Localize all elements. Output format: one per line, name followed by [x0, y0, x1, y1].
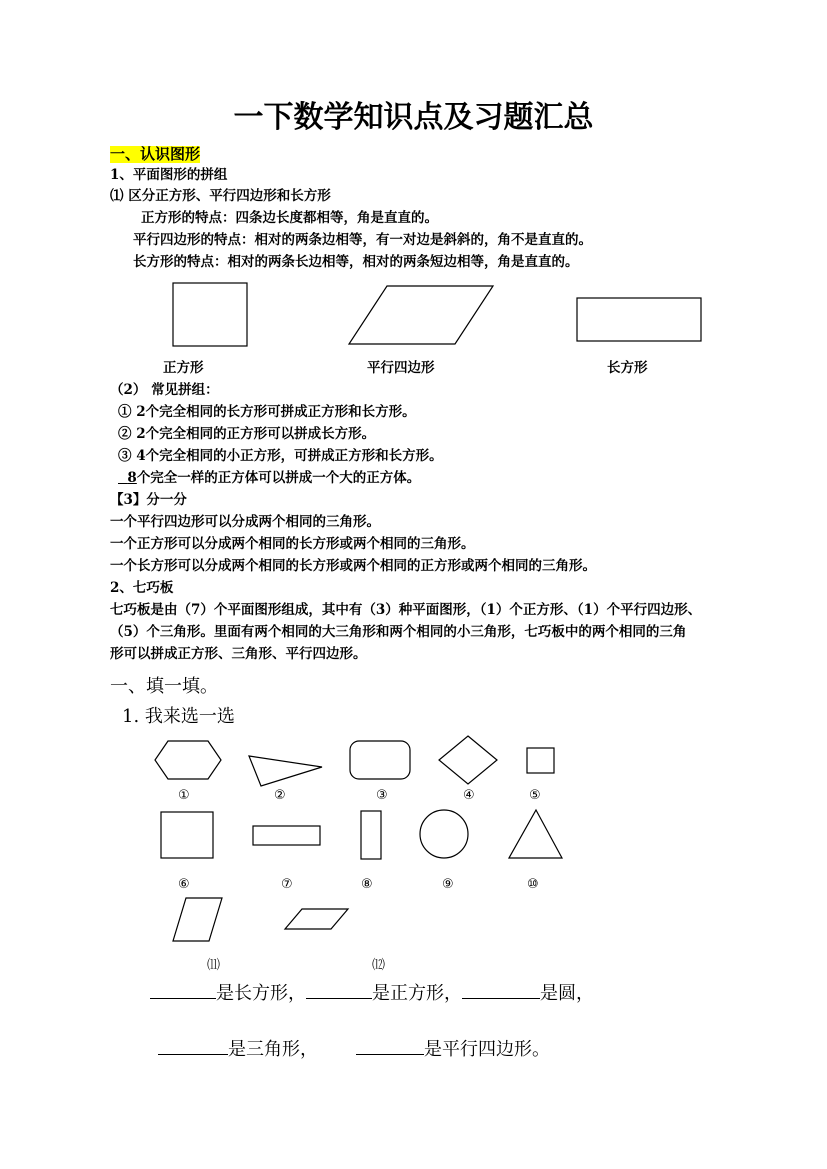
shape-3-rounded-rectangle — [350, 741, 410, 779]
parallelogram-figure — [349, 286, 493, 344]
shape-11-parallelogram — [173, 898, 222, 941]
subheading-tangram: 2、七巧板 — [110, 580, 174, 596]
rectangle-answer-blank[interactable] — [150, 998, 216, 999]
label-rectangle: 长方形 — [607, 360, 648, 376]
shape-2-triangle — [249, 756, 322, 786]
shape-number-3: ③ — [376, 788, 388, 803]
section-heading-recognize-shapes: 一、认识图形 — [110, 145, 201, 163]
exercise-heading: 一、填一填。 — [110, 676, 218, 697]
fill-parallelogram-text: 是平行四边形。 — [424, 1039, 550, 1060]
subheading-distinguish: ⑴ 区分正方形、平行四边形和长方形 — [110, 188, 331, 204]
subheading-common-combos: （2） 常见拼组： — [110, 382, 219, 398]
shape-number-2: ② — [274, 788, 286, 803]
combo-item-4 — [118, 472, 420, 486]
fill-circle-text: 是圆， — [540, 983, 594, 1004]
shape-number-11: ⑾ — [207, 958, 221, 973]
shape-number-6: ⑥ — [178, 877, 190, 892]
shape-number-5: ⑤ — [529, 788, 541, 803]
feature-parallelogram: 平行四边形的特点：相对的两条边相等，有一对边是斜斜的，角不是直直的。 — [133, 232, 592, 248]
shape-9-circle — [420, 810, 468, 858]
square-figure — [173, 283, 247, 346]
tangram-line-3: 形可以拼成正方形、三角形、平行四边形。 — [110, 646, 367, 662]
shape-8-tall-rectangle — [361, 811, 381, 859]
shape-4-rhombus — [439, 736, 497, 784]
square-answer-blank[interactable] — [306, 998, 372, 999]
divide-line-1: 一个平行四边形可以分成两个相同的三角形。 — [110, 514, 380, 530]
circle-answer-blank[interactable] — [462, 998, 540, 999]
combo-item-4-text: 个完全一样的正方体可以拼成一个大的正方体。 — [136, 470, 421, 486]
fill-square-text: 是正方形， — [372, 983, 462, 1004]
page-title: 一下数学知识点及习题汇总 — [233, 100, 594, 135]
shape-number-9: ⑨ — [442, 877, 454, 892]
label-parallelogram: 平行四边形 — [367, 360, 435, 376]
shape-number-4: ④ — [463, 788, 475, 803]
divide-line-2: 一个正方形可以分成两个相同的长方形或两个相同的三角形。 — [110, 536, 475, 552]
tangram-line-2: （5）个三角形。里面有两个相同的大三角形和两个相同的小三角形，七巧板中的两个相同的三角 — [110, 624, 687, 640]
subheading-plane-shapes: 1、平面图形的拼组 — [110, 167, 228, 183]
shape-number-10: ⑩ — [527, 877, 539, 892]
shape-number-12: ⑿ — [372, 958, 386, 973]
feature-rectangle: 长方形的特点：相对的两条长边相等，相对的两条短边相等，角是直直的。 — [133, 254, 579, 270]
shape-number-7: ⑦ — [281, 877, 293, 892]
combo-item-1: ① 2个完全相同的长方形可拼成正方形和长方形。 — [118, 404, 416, 420]
triangle-answer-blank[interactable] — [158, 1054, 228, 1055]
shape-6-square — [161, 812, 213, 858]
subheading-divide: 【3】分一分 — [110, 492, 187, 508]
shape-number-8: ⑧ — [361, 877, 373, 892]
shape-12-parallelogram — [285, 909, 348, 929]
shape-7-rectangle — [253, 826, 320, 845]
shape-number-1: ① — [178, 788, 190, 803]
combo-item-2: ② 2个完全相同的正方形可以拼成长方形。 — [118, 426, 376, 442]
shape-10-triangle — [509, 810, 562, 858]
fill-line-2 — [158, 1041, 550, 1059]
fill-rectangle-text: 是长方形， — [216, 983, 306, 1004]
combo-item-3: ③ 4个完全相同的小正方形，可拼成正方形和长方形。 — [118, 448, 443, 464]
tangram-line-1: 七巧板是由（7）个平面图形组成，其中有（3）种平面图形，（1）个正方形、（1）个平行四边形、 — [110, 602, 702, 618]
fill-line-1 — [150, 985, 594, 1003]
label-square: 正方形 — [163, 360, 204, 376]
combo-item-4-number: 8 — [127, 470, 137, 486]
shape-1-hexagon — [155, 741, 221, 779]
fill-triangle-text: 是三角形， — [228, 1039, 318, 1060]
parallelogram-answer-blank[interactable] — [356, 1054, 424, 1055]
shape-5-small-square — [527, 748, 554, 773]
question-1-title: 1. 我来选一选 — [122, 706, 235, 727]
divide-line-3: 一个长方形可以分成两个相同的长方形或两个相同的正方形或两个相同的三角形。 — [110, 558, 596, 574]
rectangle-figure — [577, 298, 701, 341]
feature-square: 正方形的特点：四条边长度都相等，角是直直的。 — [141, 210, 438, 226]
